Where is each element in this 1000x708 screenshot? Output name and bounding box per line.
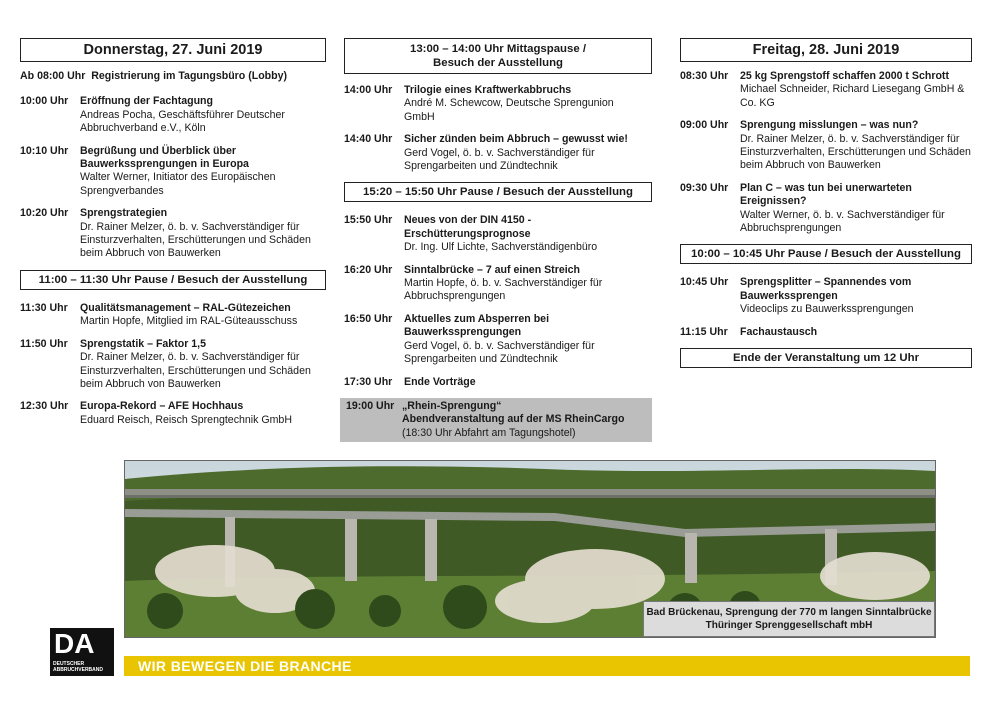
schedule-entry [344,133,652,173]
registration-line [20,70,326,83]
entry-time: 10:10 Uhr [20,144,69,157]
entry-speaker-line: Abbruchsprengungen [404,290,506,303]
schedule-list [680,70,972,235]
entry-time: 12:30 Uhr [20,400,69,413]
end-box: Ende der Veranstaltung um 12 Uhr [680,348,972,368]
entry-time: 11:30 Uhr [20,301,68,314]
entry-speaker-line: beim Abbruch von Bauwerken [740,159,881,172]
pause-box: 10:00 – 10:45 Uhr Pause / Besuch der Ausstellung [680,244,972,264]
entry-title: Qualitätsmanagement – RAL-Gütezeichen [80,301,291,314]
schedule-entry [680,326,972,339]
entry-speaker-line: beim Abbruch von Bauwerken [80,247,221,260]
entry-speaker-line: Michael Schneider, Richard Liesegang GmbH & [740,83,965,96]
entry-time: 10:45 Uhr [680,276,729,289]
entry-speaker-line: André M. Schewcow, Deutsche Sprengunion [404,97,614,110]
entry-speaker-line: Gerd Vogel, ö. b. v. Sachverständiger für [404,339,595,352]
lunch-line-1: 13:00 – 14:00 Uhr Mittagspause / [410,43,586,55]
entry-title-2: Abendveranstaltung auf der MS RheinCargo [402,413,625,426]
entry-title-2: Erschütterungsprognose [404,227,531,240]
entry-time: 11:15 Uhr [680,325,728,338]
pause-box: 11:00 – 11:30 Uhr Pause / Besuch der Ausstellung [20,270,326,290]
entry-speaker-line: beim Abbruch von Bauwerken [80,377,221,390]
entry-title: Sicher zünden beim Abbruch – gewusst wie! [404,133,628,146]
entry-time: 15:50 Uhr [344,214,393,227]
entry-speaker-line: Videoclips zu Bauwerkssprengungen [740,303,914,316]
registration-time: Ab 08:00 Uhr [20,70,86,82]
lunch-line-2: Besuch der Ausstellung [433,57,563,69]
entry-title: Aktuelles zum Absperren bei [404,312,550,325]
entry-time: 08:30 Uhr [680,70,729,82]
photo-caption [643,601,935,637]
entry-title: Sprengsplitter – Spannendes vom [740,276,912,289]
entry-time: 14:40 Uhr [344,133,393,146]
entry-time: 10:00 Uhr [20,95,69,108]
entry-speaker-line: Eduard Reisch, Reisch Sprengtechnik GmbH [80,413,292,426]
entry-title: Neues von der DIN 4150 - [404,214,532,227]
schedule-entry [20,338,326,392]
entry-title: Eröffnung der Fachtagung [80,95,214,108]
entry-time: 16:50 Uhr [344,312,393,325]
logo-subtitle [53,661,103,673]
entry-speaker-line: Andreas Pocha, Geschäftsführer Deutscher [80,108,285,121]
entry-title: Trilogie eines Kraftwerkabbruchs [404,84,572,96]
da-logo [50,628,114,676]
logo-mark: DA [54,628,95,659]
schedule-list [20,302,326,427]
pause-box: 15:20 – 15:50 Uhr Pause / Besuch der Ausstellung [344,182,652,202]
entry-title: Begrüßung und Überblick über [80,144,236,157]
schedule-entry [680,70,972,110]
entry-speaker-line: Abbruchverband e.V., Köln [80,122,206,135]
schedule-entry [344,264,652,304]
entry-title: Fachaustausch [740,325,818,338]
entry-speaker-line: Einsturzverhalten, Erschütterungen und Schäden [80,234,311,247]
slogan-bar [124,656,970,676]
schedule-entry [20,145,326,199]
caption-line-2: Thüringer Sprenggesellschaft mbH [705,620,873,631]
entry-time: 09:00 Uhr [680,119,729,132]
schedule-list [344,214,652,388]
lunch-pause-box [344,38,652,74]
entry-speaker-line: Dr. Rainer Melzer, ö. b. v. Sachverständiger für [80,351,300,364]
entry-title-2: Bauwerkssprengungen [404,326,522,339]
entry-speaker-line: Martin Hopfe, Mitglied im RAL-Güteausschuss [80,315,298,328]
entry-speaker-line: Sprengverbandes [80,184,164,197]
entry-title: Europa-Rekord – AFE Hochhaus [80,400,244,413]
evening-event [340,398,652,442]
entry-title: Sprengstrategien [80,207,168,220]
schedule-list [344,84,652,173]
entry-title-2: Bauwerkssprengen [740,289,838,302]
schedule-list [20,95,326,260]
entry-title-2: Bauwerkssprengungen in Europa [80,158,249,171]
entry-speaker-line: Martin Hopfe, ö. b. v. Sachverständiger für [404,277,603,290]
column-thursday-morning [20,38,326,436]
entry-speaker-line: Co. KG [740,96,775,109]
bridge-demolition-photo [124,460,936,638]
entry-title: Plan C – was tun bei unerwarteten Ereignissen? [740,181,912,208]
entry-time: 09:30 Uhr [680,181,729,194]
entry-title: Sprengung misslungen – was nun? [740,119,919,132]
column-thursday-afternoon [344,38,652,442]
entry-title: „Rhein-Sprengung“ [402,399,502,412]
column-friday [680,38,972,368]
entry-time: 17:30 Uhr [344,375,393,388]
entry-title: Ende Vorträge [404,375,476,388]
logo-line-2: ABBRUCHVERBAND [53,667,103,673]
entry-speaker-line: Walter Werner, Initiator des Europäischen [80,171,276,184]
day-heading-friday: Freitag, 28. Juni 2019 [680,38,972,62]
schedule-entry [20,207,326,261]
schedule-list [680,276,972,339]
entry-speaker-line: Abbruchsprengungen [740,222,842,235]
entry-speaker-line: Einsturzverhalten, Erschütterungen und Schäden [740,146,971,159]
schedule-entry [20,302,326,329]
day-heading-thursday: Donnerstag, 27. Juni 2019 [20,38,326,62]
entry-speaker-line: Walter Werner, ö. b. v. Sachverständiger für [740,208,945,221]
entry-speaker-line: Sprengarbeiten und Zündtechnik [404,353,558,366]
entry-time: 10:20 Uhr [20,207,69,220]
schedule-entry [344,214,652,254]
entry-speaker-line: Dr. Rainer Melzer, ö. b. v. Sachverständiger für [80,220,300,233]
entry-title: Sprengstatik – Faktor 1,5 [80,337,206,350]
schedule-entry [344,84,652,124]
entry-title: 25 kg Sprengstoff schaffen 2000 t Schrott [740,70,949,82]
entry-time: 16:20 Uhr [344,263,393,276]
entry-time: 11:50 Uhr [20,337,68,350]
schedule-entry [20,95,326,135]
registration-text: Registrierung im Tagungsbüro (Lobby) [91,70,288,82]
entry-speaker-line: Dr. Ing. Ulf Lichte, Sachverständigenbüro [404,241,598,254]
entry-time: 14:00 Uhr [344,84,393,96]
schedule-entry [344,376,652,389]
slogan-text: WIR BEWEGEN DIE BRANCHE [138,658,352,674]
caption-line-1: Bad Brückenau, Sprengung der 770 m langen Sinntalbrücke [646,607,932,618]
entry-speaker-line: Sprengarbeiten und Zündtechnik [404,160,558,173]
schedule-entry [344,313,652,367]
logo-line-1: DEUTSCHER [53,661,85,667]
schedule-entry [20,400,326,427]
entry-time: 19:00 Uhr [346,399,395,412]
entry-title: Sinntalbrücke – 7 auf einen Streich [404,263,581,276]
entry-speaker-line: Gerd Vogel, ö. b. v. Sachverständiger für [404,146,595,159]
entry-speaker-line: GmbH [404,110,435,123]
entry-speaker-line: Dr. Rainer Melzer, ö. b. v. Sachverständiger für [740,132,960,145]
schedule-entry [680,119,972,173]
schedule-entry [680,276,972,316]
entry-speaker-line: Einsturzverhalten, Erschütterungen und Schäden [80,364,311,377]
schedule-entry [680,182,972,236]
entry-note: (18:30 Uhr Abfahrt am Tagungshotel) [402,426,576,439]
